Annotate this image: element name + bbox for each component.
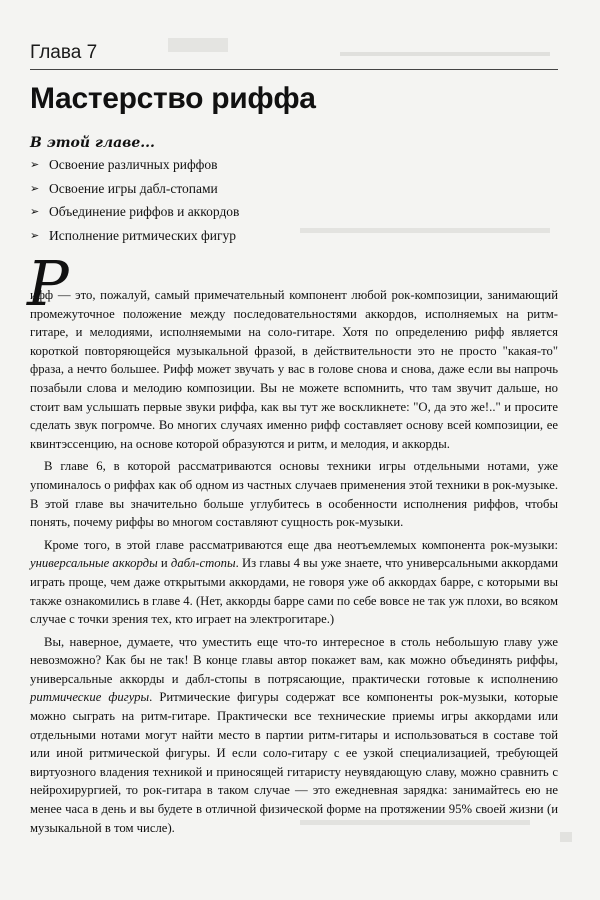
list-item [30,203,239,227]
paragraph [30,536,558,629]
paragraph: В главе 6, в которой рассматриваются основы техники игры отдельными нотами, уже упоминалось о риффах как об одном из частных случаев применения этой техники в рок-музыке. В этой главе вы значительно больше углубитесь в особенности исполнения риффов, чтобы понять, почему риффы во многом составляют сущность рок-музыки. [30,459,558,530]
arrow-bullet-icon: ➢ [30,182,40,195]
list-item-text: Освоение игры дабл-стопами [49,180,218,196]
list-item [30,180,239,204]
text-run: . Ритмические фигуры содержат все компоненты рок-музыки, которые можно сыграть на ритм-гитаре. Практически все технические приемы игры аккордами или отдельными нотами могут найти место в партии ритм-гитары и использоваться в составе той или иной ритмической фигуры. И если соло-гитару с ее узкой специализацией, требующей виртуозного владения техникой и приносящей гитаристу неувядающую славу, можно сравнить с нейрохирургией, то рок-гитара в таком случае — это ежедневная зарядка: занимайтесь ею не менее часа в день и вы будете в отличной физической форме на протяжении 95% своей жизни (и музыкальной в том числе). [30,690,558,835]
text-run: и [157,556,171,571]
intro-list [30,156,239,250]
emphasis: универсальные аккорды [30,556,158,571]
paragraph [30,633,558,838]
chapter-label: Глава 7 [30,42,98,63]
text-run: . Из главы 4 вы уже знаете, что универсальными аккордами играть проще, чем даже открытыми аккордами, не говоря уже об аккордах барре, с которыми вы также ознакомились в главе 4. (Нет, аккорды барре сами по себе вовсе не так уж плохи, во всяком случае с точки зрения тех, кто играет на электрогитаре.) [30,556,558,627]
paragraph: ифф — это, пожалуй, самый примечательный компонент любой рок-композиции, занимающий промежуточное положение между последовательностями аккордов, исполняемых на ритм-гитаре, и мелодиями, исполняемыми на соло-гитаре. Хотя по определению рифф является короткой повторяющейся музыкальной фразой, в действительности это не просто "какая-то" фраза, а нечто большее. Рифф может звучать у вас в голове снова и снова, даже если вы напрочь позабыли слова и мелодию композиции. Вы не можете вспомнить, что там звучит дальше, но стоит вам услышать первые звуки риффа, как вы тут же воскликнете: "О, да это же!.." и просите сделать звук погромче. Во многих случаях именно рифф составляет основу всей композиции, ее квинтэссенцию, на основе которой образуются и ритм, и мелодия, и аккорды. [30,288,558,451]
text-run: Кроме того, в этой главе рассматриваются еще два неотъемлемых компонента рок-музыки: [44,537,558,552]
emphasis: ритмические фигуры [30,690,150,705]
arrow-bullet-icon: ➢ [30,159,40,171]
drop-cap: Р [27,247,69,320]
list-item [30,156,239,180]
arrow-bullet-icon: ➢ [30,229,40,242]
intro-heading: В этой главе... [30,135,155,151]
list-item-text: Освоение различных риффов [49,157,218,172]
body-text [30,286,558,837]
chapter-divider [30,69,558,70]
emphasis: дабл-стопы [170,556,236,571]
list-item-text: Объединение риффов и аккордов [49,204,240,219]
list-item-text: Исполнение ритмических фигур [49,227,236,243]
chapter-title: Мастерство риффа [30,82,316,115]
text-run: Вы, наверное, думаете, что уместить еще что-то интересное в столь небольшую главу уже невозможно? Как бы не так! В конце главы автор покажет вам, как можно объединять риффы, универсальные аккорды и дабл-стопы в потрясающие, практически готовые к исполнению [30,634,558,686]
arrow-bullet-icon: ➢ [30,206,40,218]
